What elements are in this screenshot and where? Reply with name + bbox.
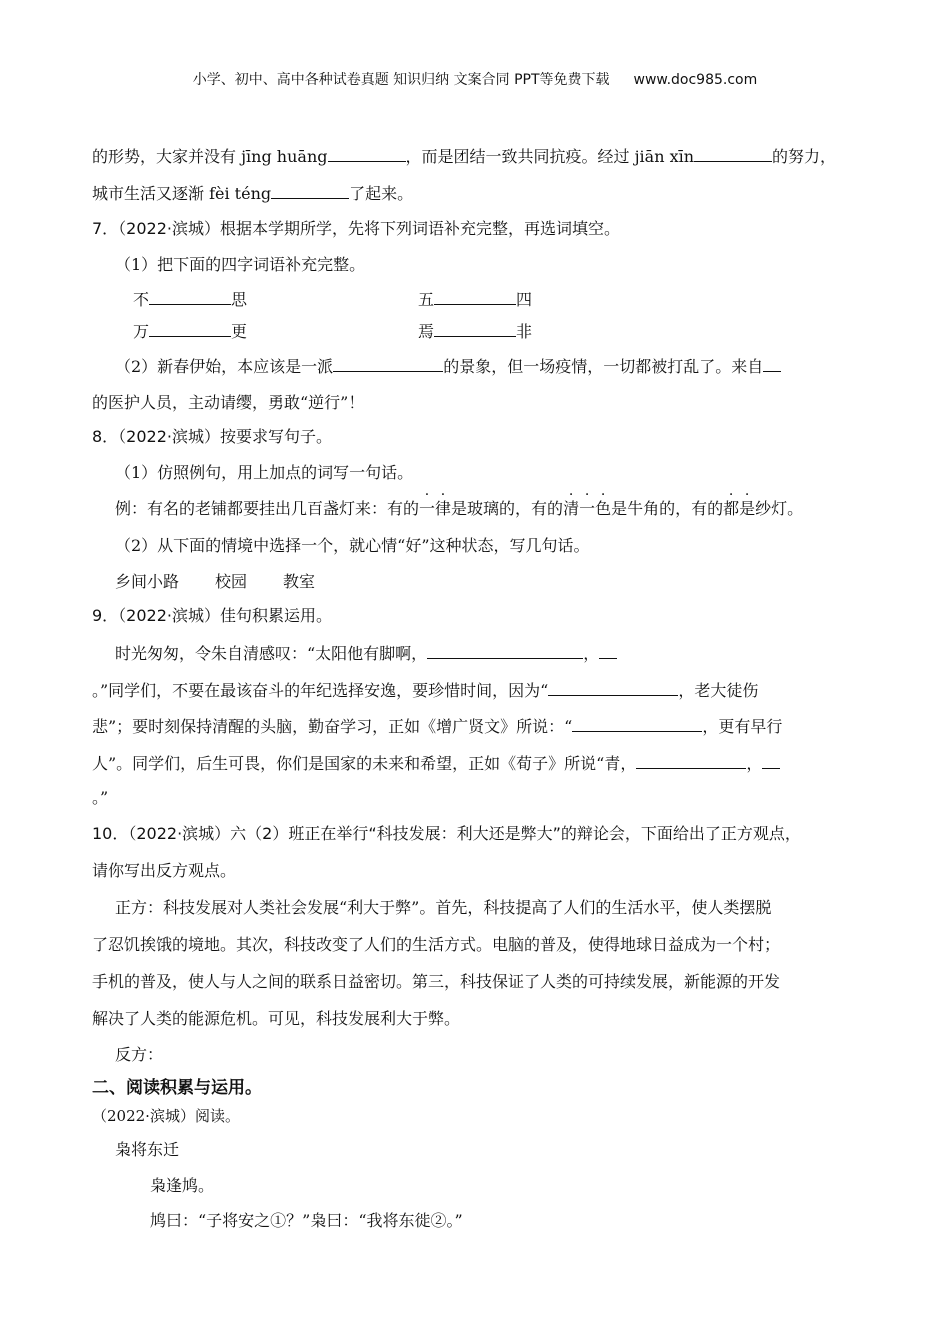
q6-text-a: 的形势，大家并没有 jīng huāng bbox=[92, 147, 328, 166]
q7-sub1: （1）把下面的四字词语补充完整。 bbox=[115, 255, 366, 274]
q7-word-1 bbox=[133, 288, 247, 311]
q10-oppose: 反方： bbox=[115, 1045, 164, 1064]
q9-text: 人”。同学们，后生可畏，你们是国家的未来和希望，正如《荀子》所说“青， bbox=[92, 754, 637, 773]
answer-blank[interactable] bbox=[572, 715, 702, 732]
answer-blank[interactable] bbox=[434, 320, 516, 337]
q6-text-d: 城市生活又逐渐 fèi téng bbox=[92, 184, 272, 203]
dotted-char: 律 bbox=[435, 499, 452, 518]
answer-blank[interactable] bbox=[763, 355, 781, 372]
q7-sub2-text-a: （2）新春伊始，本应该是一派 bbox=[115, 357, 334, 376]
q9-text: ，老大徒伤 bbox=[678, 681, 759, 700]
example-text: 是玻璃的，有的 bbox=[451, 499, 564, 518]
q8-title: 8．（2022·滨城）按要求写句子。 bbox=[92, 427, 332, 446]
q9-text: 悲”；要时刻保持清醒的头脑，勤奋学习，正如《增广贤文》所说：“ bbox=[92, 717, 573, 736]
answer-blank[interactable] bbox=[694, 145, 772, 162]
word-char: 不 bbox=[133, 290, 150, 309]
q10-title-2: 请你写出反方观点。 bbox=[92, 861, 237, 880]
option-village-path: 乡间小路 bbox=[115, 572, 180, 591]
word-char: 焉 bbox=[418, 322, 435, 341]
q9-text: ，更有早行 bbox=[702, 717, 783, 736]
q10-para-1: 正方：科技发展对人类社会发展“利大于弊”。首先，科技提高了人们的生活水平，使人类摆脱 bbox=[115, 898, 772, 917]
q9-line-2 bbox=[92, 679, 758, 702]
q9-line-3 bbox=[92, 715, 782, 738]
q7-word-3 bbox=[133, 320, 247, 343]
answer-blank[interactable] bbox=[149, 288, 231, 305]
dotted-char: 都 bbox=[723, 499, 740, 518]
answer-blank[interactable] bbox=[434, 288, 516, 305]
q10-para-2: 了忍饥挨饿的境地。其次，科技改变了人们的生活方式。电脑的普及，使得地球日益成为一个村； bbox=[92, 935, 781, 954]
q6-line-1 bbox=[92, 145, 836, 168]
answer-blank[interactable] bbox=[548, 679, 678, 696]
example-text: 是牛角的，有的 bbox=[611, 499, 724, 518]
answer-blank[interactable] bbox=[427, 642, 583, 659]
q7-word-2 bbox=[418, 288, 532, 311]
q10-para-4: 解决了人类的能源危机。可见，科技发展利大于弊。 bbox=[92, 1009, 461, 1028]
q8-options bbox=[115, 571, 315, 593]
word-char: 万 bbox=[133, 322, 150, 341]
q6-line-2 bbox=[92, 182, 413, 205]
dotted-char: 一 bbox=[419, 499, 436, 518]
answer-blank[interactable] bbox=[636, 752, 746, 769]
q7-sub2-line-2: 的医护人员，主动请缨，勇敢“逆行”！ bbox=[92, 393, 365, 412]
answer-blank[interactable] bbox=[149, 320, 231, 337]
section-heading: 二、阅读积累与运用。 bbox=[92, 1078, 262, 1098]
q10-title-1: 10．（2022·滨城）六（2）班正在举行“科技发展：利大还是弊大”的辩论会，下面给出了正方观点， bbox=[92, 824, 801, 843]
q8-example bbox=[115, 498, 803, 520]
q8-sub2: （2）从下面的情境中选择一个，就心情“好”这种状态，写几句话。 bbox=[115, 536, 590, 555]
option-classroom: 教室 bbox=[283, 572, 316, 591]
dotted-char: 是 bbox=[739, 499, 756, 518]
dotted-char: 一 bbox=[579, 499, 596, 518]
q9-line-5: 。” bbox=[92, 788, 109, 807]
q9-title: 9．（2022·滨城）佳句积累运用。 bbox=[92, 606, 332, 625]
page-header bbox=[0, 69, 950, 91]
dotted-char: 色 bbox=[595, 499, 612, 518]
example-text: 纱灯。 bbox=[755, 499, 804, 518]
word-char: 非 bbox=[516, 322, 533, 341]
word-char: 思 bbox=[231, 290, 248, 309]
q7-title: 7．（2022·滨城）根据本学期所学，先将下列词语补充完整，再选词填空。 bbox=[92, 219, 620, 238]
q9-text: ， bbox=[746, 754, 763, 773]
answer-blank[interactable] bbox=[333, 355, 443, 372]
q10-para-3: 手机的普及，使人与人之间的联系日益密切。第三，科技保证了人类的可持续发展，新能源的开发 bbox=[92, 972, 781, 991]
header-site: www.doc985.com bbox=[633, 72, 758, 88]
example-text: 例：有名的老铺都要挂出几百盏灯来：有的 bbox=[115, 499, 420, 518]
q7-sub2-text-b: 的景象，但一场疫情，一切都被打乱了。来自 bbox=[443, 357, 764, 376]
word-char: 五 bbox=[418, 290, 435, 309]
q6-text-b: ，而是团结一致共同抗疫。经过 jiān xīn bbox=[405, 147, 695, 166]
q6-text-e: 了起来。 bbox=[349, 184, 414, 203]
answer-blank[interactable] bbox=[599, 642, 617, 659]
q9-line-4 bbox=[92, 752, 780, 775]
word-char: 更 bbox=[231, 322, 248, 341]
q9-text: ， bbox=[583, 644, 600, 663]
dotted-char: 清 bbox=[563, 499, 580, 518]
option-campus: 校园 bbox=[215, 572, 248, 591]
section-intro: （2022·滨城）阅读。 bbox=[92, 1107, 240, 1125]
q7-word-4 bbox=[418, 320, 532, 343]
answer-blank[interactable] bbox=[328, 145, 406, 162]
q7-sub2-line-1 bbox=[115, 355, 781, 378]
answer-blank[interactable] bbox=[271, 182, 349, 199]
header-text: 小学、初中、高中各种试卷真题 知识归纳 文案合同 PPT等免费下载 bbox=[192, 72, 610, 88]
word-char: 四 bbox=[516, 290, 533, 309]
answer-blank[interactable] bbox=[762, 752, 780, 769]
q8-sub1: （1）仿照例句，用上加点的词写一句话。 bbox=[115, 463, 414, 482]
passage-title: 枭将东迁 bbox=[115, 1140, 180, 1159]
q6-text-c: 的努力， bbox=[772, 147, 837, 166]
q9-line-1 bbox=[115, 642, 617, 665]
passage-line-1: 枭逢鸠。 bbox=[150, 1176, 215, 1195]
q9-text: 。”同学们，不要在最该奋斗的年纪选择安逸，要珍惜时间，因为“ bbox=[92, 681, 549, 700]
passage-line-2: 鸠曰：“子将安之①？”枭曰：“我将东徙②。” bbox=[150, 1211, 463, 1230]
q9-text: 时光匆匆，令朱自清感叹：“太阳他有脚啊， bbox=[115, 644, 428, 663]
